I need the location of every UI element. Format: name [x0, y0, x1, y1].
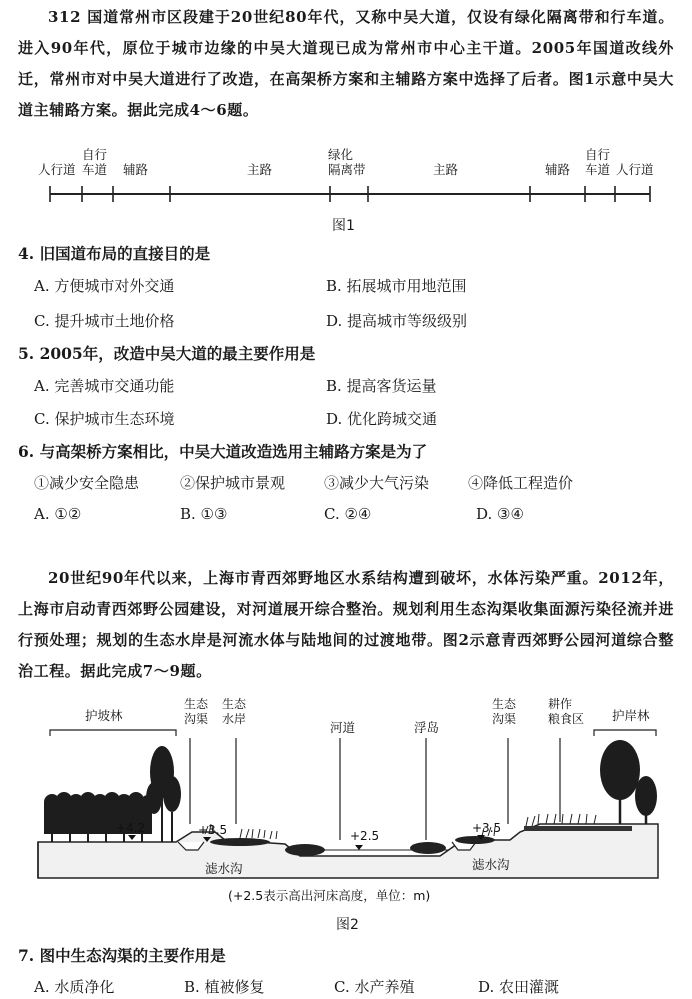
- fig2-elev-3-5-left: +3.5: [198, 823, 228, 837]
- q4-option-d: D. 提高城市等级级别: [326, 312, 468, 330]
- fig1-label-sidewalk-right: 人行道: [616, 162, 654, 177]
- q7-option-d: D. 农田灌溉: [478, 978, 560, 996]
- q5-option-d: D. 优化跨城交通: [326, 410, 438, 428]
- fig2-note: (+2.5表示高出河床高度，单位：m): [228, 888, 431, 903]
- q5-option-b: B. 提高客货运量: [326, 377, 437, 395]
- fig1-label-bike-right: 自行车道: [585, 147, 611, 177]
- figure-2-river-section: [0, 694, 692, 910]
- q6-option-a: A. ①②: [34, 505, 82, 523]
- fig2-label-farmland: 耕作粮食区: [548, 697, 585, 726]
- q4-option-c: C. 提升城市土地价格: [34, 312, 175, 330]
- question-7-stem: 7. 图中生态沟渠的主要作用是: [18, 946, 226, 965]
- q6-option-c: C. ②④: [324, 505, 372, 523]
- figure-2-caption: 图2: [336, 917, 359, 933]
- q6-item-2: ②保护城市景观: [180, 474, 286, 492]
- fig1-label-main-left: 主路: [247, 162, 273, 177]
- fig2-label-eco-bank: 生态水岸: [222, 697, 247, 726]
- figure-1-caption: 图1: [332, 218, 355, 234]
- fig2-label-bank-forest: 护岸林: [612, 708, 650, 723]
- fig2-label-eco-ditch-right: 生态沟渠: [492, 697, 517, 726]
- fig1-label-main-right: 主路: [433, 162, 459, 177]
- fig2-elev-4-2: +4.2: [116, 821, 146, 835]
- q6-item-1: ①减少安全隐患: [34, 474, 140, 492]
- q5-option-c: C. 保护城市生态环境: [34, 410, 175, 428]
- passage-1: 312 国道常州市区段建于20世纪80年代，又称中吴大道，仅设有绿化隔离带和行车道。进入90年代，原位于城市边缘的中吴大道现已成为常州市中心主干道。2005年国道改线外迁，常州市对中吴大道进行了改造，在高架桥方案和主辅路方案中选择了后者。图1示意中吴大道主辅路方案。据此完成4～6题。: [18, 8, 674, 119]
- question-6-stem: 6. 与高架桥方案相比，中吴大道改造选用主辅路方案是为了: [18, 442, 428, 461]
- q6-item-4: ④降低工程造价: [468, 474, 574, 492]
- q5-option-a: A. 完善城市交通功能: [34, 377, 175, 395]
- fig2-label-eco-ditch-left: 生态沟渠: [184, 697, 209, 726]
- fig2-label-floating-island: 浮岛: [414, 720, 440, 735]
- q4-option-b: B. 拓展城市用地范围: [326, 277, 467, 295]
- question-4-stem: 4. 旧国道布局的直接目的是: [18, 244, 211, 263]
- fig2-label-river: 河道: [330, 720, 356, 735]
- q7-option-a: A. 水质净化: [34, 978, 115, 996]
- q4-option-a: A. 方便城市对外交通: [34, 277, 175, 295]
- fig2-label-slope-forest: 护坡林: [85, 708, 123, 723]
- question-5-stem: 5. 2005年，改造中吴大道的最主要作用是: [18, 344, 316, 363]
- fig2-elev-3-5-right: +3.5: [472, 821, 502, 835]
- fig2-label-filter-ditch-right: 滤水沟: [472, 857, 510, 872]
- fig2-elev-2-5: +2.5: [350, 829, 380, 843]
- q7-option-c: C. 水产养殖: [334, 978, 415, 996]
- fig1-label-aux-right: 辅路: [545, 162, 571, 177]
- q6-option-d: D. ③④: [476, 505, 524, 523]
- q6-option-b: B. ①③: [180, 505, 228, 523]
- fig1-label-bike-left-1: 自行车道: [82, 147, 108, 177]
- fig2-label-filter-ditch-left: 滤水沟: [205, 861, 243, 876]
- figure-1-road-diagram: [0, 140, 692, 212]
- fig1-label-aux-left: 辅路: [123, 162, 149, 177]
- passage-2: 20世纪90年代以来，上海市青西郊野地区水系结构遭到破坏，水体污染严重。2012年，上海市启动青西郊野公园建设，对河道展开综合整治。规划利用生态沟渠收集面源污染径流并进行预处理；规划的生态水岸是河流水体与陆地间的过渡地带。图2示意青西郊野公园河道综合整治工程。据此完成7～9题。: [18, 569, 674, 680]
- fig1-label-sidewalk-left: 人行道: [38, 162, 76, 177]
- q7-option-b: B. 植被修复: [184, 978, 265, 996]
- q6-item-3: ③减少大气污染: [324, 474, 430, 492]
- fig1-label-green-belt: 绿化隔离带: [328, 147, 366, 177]
